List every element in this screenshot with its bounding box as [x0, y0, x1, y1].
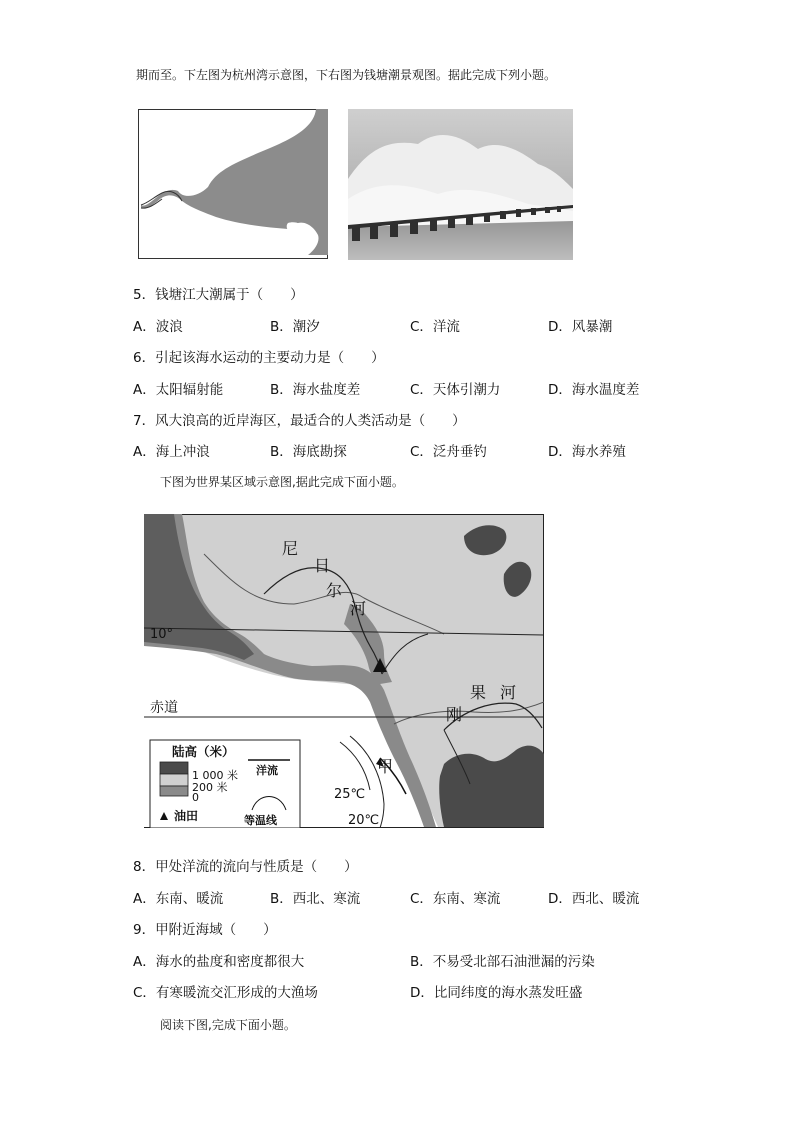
q7-option-c[interactable]: C．泛舟垂钓	[410, 444, 487, 460]
question-5-stem: 5．钱塘江大潮属于（ ）	[133, 287, 304, 303]
q7-option-d[interactable]: D．海水养殖	[548, 444, 626, 460]
question-8-stem: 8．甲处洋流的流向与性质是（ ）	[133, 859, 358, 875]
hangzhou-bay-map	[138, 109, 328, 263]
q8-option-d[interactable]: D．西北、暖流	[548, 891, 640, 907]
lat-10-label: 10°	[150, 627, 174, 642]
niger-label-2: 日	[314, 556, 331, 575]
legend-0m: 0	[192, 791, 199, 804]
q5-option-d[interactable]: D．风暴潮	[548, 319, 613, 335]
q9-option-a[interactable]: A．海水的盐度和密度都很大	[133, 954, 305, 970]
legend-title: 陆高（米）	[172, 744, 235, 759]
q5-option-b[interactable]: B．潮汐	[270, 319, 320, 335]
niger-label-1: 尼	[282, 539, 299, 558]
q6-option-c[interactable]: C．天体引潮力	[410, 382, 501, 398]
q8-option-b[interactable]: B．西北、寒流	[270, 891, 361, 907]
q5-option-a[interactable]: A．波浪	[133, 319, 183, 335]
equator-label: 赤道	[150, 700, 178, 716]
congo-label-2: 河	[500, 683, 517, 702]
final-intro-text: 阅读下图,完成下面小题。	[160, 1018, 296, 1032]
q9-option-c[interactable]: C．有寒暖流交汇形成的大渔场	[133, 985, 318, 1001]
q9-option-b[interactable]: B．不易受北部石油泄漏的污染	[410, 954, 595, 970]
niger-label-3: 尔	[326, 581, 343, 600]
congo-label-1: 果	[470, 683, 487, 702]
q7-option-b[interactable]: B．海底勘探	[270, 444, 347, 460]
question-6-stem: 6．引起该海水运动的主要动力是（ ）	[133, 350, 385, 366]
tidal-bore-photo	[348, 109, 573, 264]
legend-1000m: 1 000 米	[192, 769, 238, 782]
isotherm-25-label: 25℃	[334, 787, 366, 802]
legend-isotherm: 等温线	[244, 814, 277, 827]
isotherm-20-label: 20℃	[348, 813, 380, 828]
legend-200m: 200 米	[192, 781, 228, 794]
q8-option-a[interactable]: A．东南、暖流	[133, 891, 224, 907]
q6-option-d[interactable]: D．海水温度差	[548, 382, 640, 398]
legend-current: 洋流	[256, 764, 278, 777]
legend-oil: 油田	[174, 809, 199, 823]
niger-label-4: 河	[350, 599, 367, 618]
point-jia-label: 甲	[377, 757, 394, 776]
q6-option-b[interactable]: B．海水盐度差	[270, 382, 361, 398]
west-africa-map	[144, 514, 544, 832]
question-9-stem: 9．甲附近海域（ ）	[133, 922, 277, 938]
congo-label-3: 刚	[446, 705, 463, 724]
map-intro-text: 下图为世界某区域示意图,据此完成下面小题。	[160, 475, 404, 489]
q6-option-a[interactable]: A．太阳辐射能	[133, 382, 224, 398]
q7-option-a[interactable]: A．海上冲浪	[133, 444, 210, 460]
q5-option-c[interactable]: C．洋流	[410, 319, 460, 335]
q8-option-c[interactable]: C．东南、寒流	[410, 891, 501, 907]
intro-text: 期而至。下左图为杭州湾示意图，下右图为钱塘潮景观图。据此完成下列小题。	[136, 68, 557, 82]
q9-option-d[interactable]: D．比同纬度的海水蒸发旺盛	[410, 985, 583, 1001]
question-7-stem: 7．风大浪高的近岸海区，最适合的人类活动是（ ）	[133, 413, 466, 429]
